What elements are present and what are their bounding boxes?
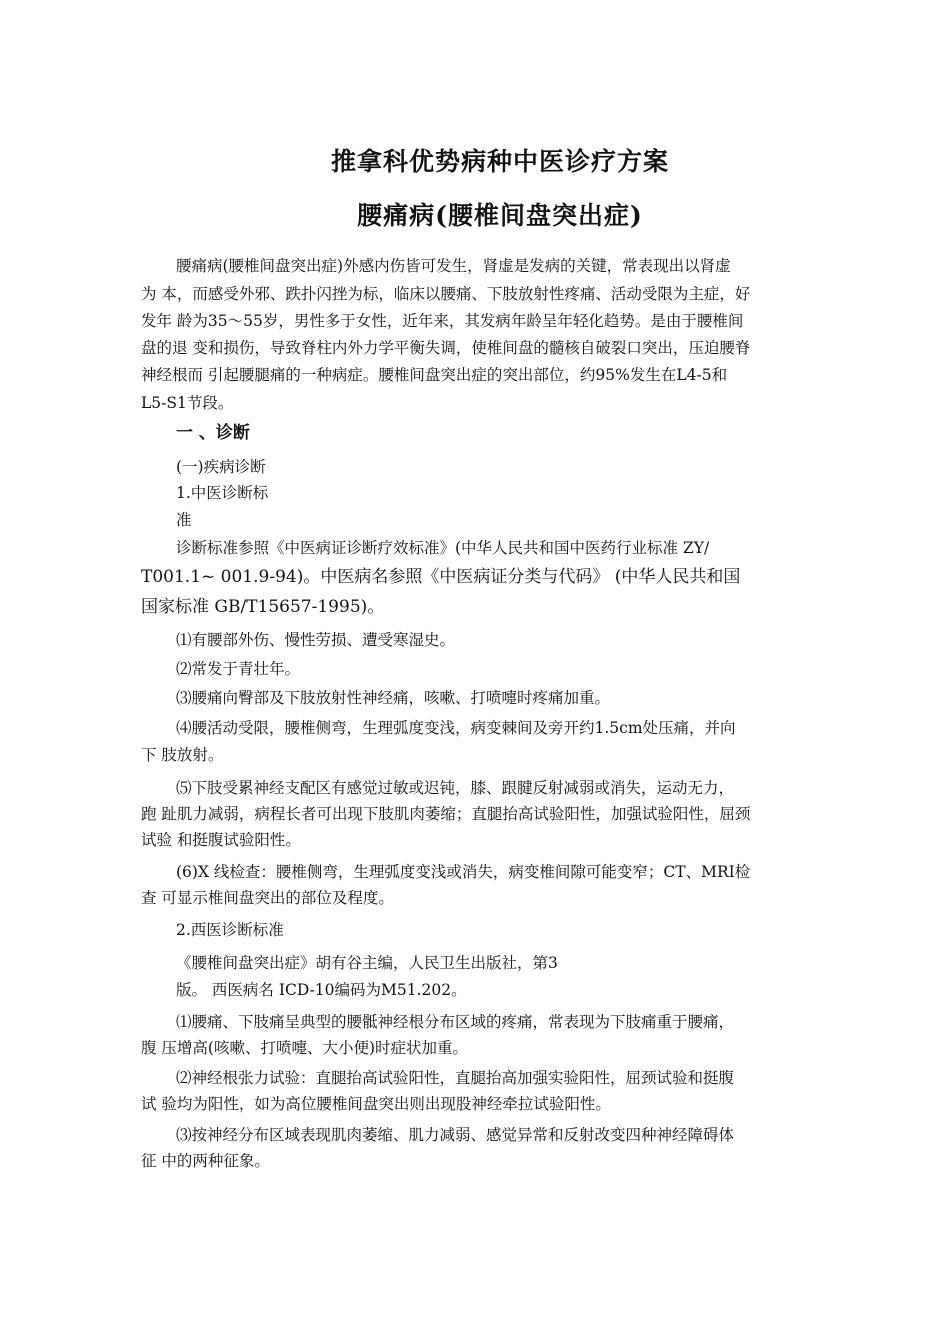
reference-line: T001.1~ 001.9-94)。中医病名参照《中医病证分类与代码》 (中华人民共和国 bbox=[141, 567, 741, 587]
subsection-heading: (一)疾病诊断 bbox=[176, 458, 266, 476]
criteria-item-cont: 查 可显示椎间盘突出的部位及程度。 bbox=[141, 889, 394, 907]
tcm-criteria-heading: 1.中医诊断标 bbox=[176, 484, 269, 502]
document-subtitle: 腰痛病(腰椎间盘突出症) bbox=[357, 201, 643, 230]
criteria-item: (6)X 线检查：腰椎侧弯，生理弧度变浅或消失，病变椎间隙可能变窄；CT、MRI检 bbox=[176, 863, 751, 881]
wm-criteria-item: ⑴腰痛、下肢痛呈典型的腰骶神经根分布区域的疼痛，常表现为下肢痛重于腰痛， bbox=[176, 1013, 735, 1031]
wm-criteria-item-cont: 腹 压增高(咳嗽、打喷嚏、大小便)时症状加重。 bbox=[141, 1039, 469, 1057]
section-heading-diagnosis: 一 、诊断 bbox=[176, 423, 250, 443]
criteria-item-cont: 下 肢放射。 bbox=[141, 746, 224, 764]
wm-reference-line: 《腰椎间盘突出症》胡有谷主编，人民卫生出版社，第3 bbox=[176, 954, 558, 972]
reference-line: 国家标准 GB/T15657-1995)。 bbox=[141, 597, 385, 617]
criteria-item: ⑸下肢受累神经支配区有感觉过敏或迟钝，膝、跟腱反射减弱或消失，运动无力， bbox=[176, 779, 735, 797]
intro-line: 神经根而 引起腰腿痛的一种病症。腰椎间盘突出症的突出部位，约95%发生在L4-5和 bbox=[141, 366, 728, 384]
criteria-item: ⑵常发于青壮年。 bbox=[176, 660, 301, 678]
wm-criteria-item: ⑶按神经分布区域表现肌肉萎缩、肌力减弱、感觉异常和反射改变四种神经障碍体 bbox=[176, 1126, 735, 1144]
wm-criteria-item: ⑵神经根张力试验：直腿抬高试验阳性，直腿抬高加强实验阳性，屈颈试验和挺腹 bbox=[176, 1069, 735, 1087]
wm-criteria-item-cont: 试 验均为阳性，如为高位腰椎间盘突出则出现股神经牵拉试验阳性。 bbox=[141, 1095, 611, 1113]
document-title: 推拿科优势病种中医诊疗方案 bbox=[330, 147, 669, 176]
intro-line: 盘的退 变和损伤，导致脊柱内外力学平衡失调，使椎间盘的髓核自破裂口突出，压迫腰脊 bbox=[141, 339, 751, 357]
wm-criteria-heading: 2.西医诊断标准 bbox=[176, 921, 284, 939]
tcm-criteria-heading-cont: 准 bbox=[176, 511, 192, 529]
intro-line: L5-S1节段。 bbox=[141, 394, 234, 412]
criteria-item: ⑷腰活动受限，腰椎侧弯，生理弧度变浅，病变棘间及旁开约1.5cm处压痛，并向 bbox=[176, 719, 736, 737]
criteria-item-cont: 试验 和挺腹试验阳性。 bbox=[141, 831, 301, 849]
wm-reference-line: 版。 西医病名 ICD-10编码为M51.202。 bbox=[176, 981, 467, 999]
wm-criteria-item-cont: 征 中的两种征象。 bbox=[141, 1152, 270, 1170]
reference-line: 诊断标准参照《中医病证诊断疗效标准》(中华人民共和国中医药行业标准 ZY/ bbox=[176, 539, 710, 557]
intro-line: 腰痛病(腰椎间盘突出症)外感内伤皆可发生，肾虚是发病的关键，常表现出以肾虚 bbox=[176, 257, 731, 275]
intro-line: 发年 龄为35～55岁，男性多于女性，近年来，其发病年龄呈年轻化趋势。是由于腰椎间 bbox=[141, 312, 744, 330]
criteria-item: ⑶腰痛向臀部及下肢放射性神经痛，咳嗽、打喷嚏时疼痛加重。 bbox=[176, 689, 611, 707]
criteria-item-cont: 跑 趾肌力减弱，病程长者可出现下肢肌肉萎缩；直腿抬高试验阳性，加强试验阳性，屈颈 bbox=[141, 805, 751, 823]
criteria-item: ⑴有腰部外伤、慢性劳损、遭受寒湿史。 bbox=[176, 631, 456, 649]
intro-line: 为 本，而感受外邪、跌扑闪挫为标，临床以腰痛、下肢放射性疼痛、活动受限为主症，好 bbox=[141, 285, 751, 303]
